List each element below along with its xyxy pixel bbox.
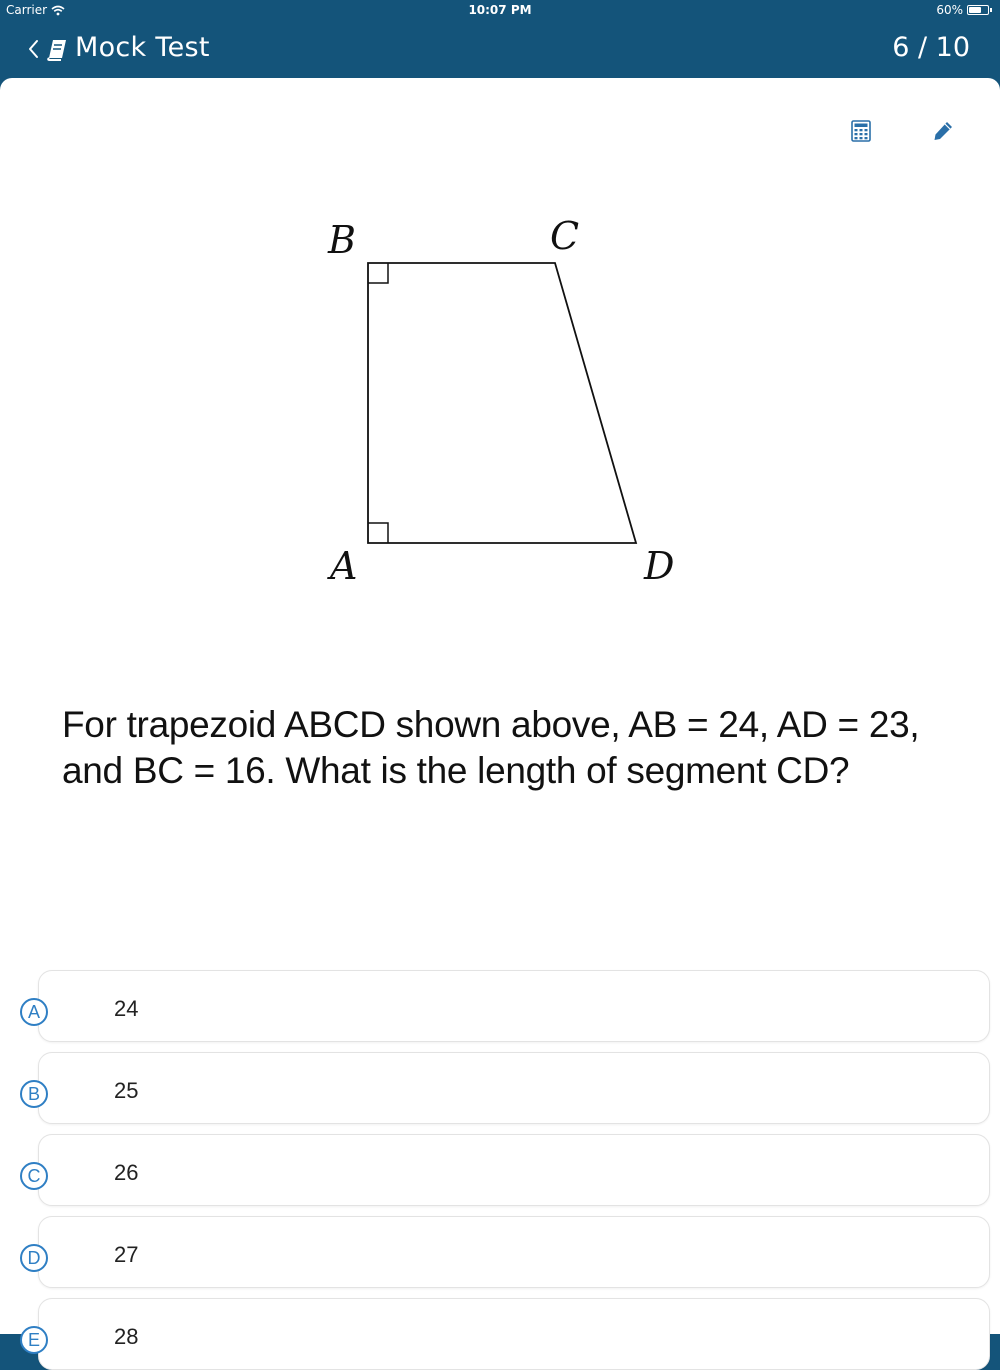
vertex-label-a: A: [330, 544, 358, 588]
choice-value: 27: [114, 1242, 139, 1267]
book-icon: [46, 38, 68, 62]
trapezoid-figure: [320, 208, 700, 598]
choice-value: 26: [114, 1160, 139, 1185]
pencil-icon[interactable]: [932, 120, 954, 142]
battery-icon: [967, 5, 989, 15]
vertex-label-c: C: [550, 214, 580, 258]
chevron-left-icon: [24, 34, 44, 64]
choice-value: 25: [114, 1078, 139, 1103]
question-progress: 6 / 10: [892, 32, 970, 63]
choice-value: 28: [114, 1324, 139, 1349]
trapezoid-diagram: [320, 208, 700, 598]
question-text: For trapezoid ABCD shown above, AB = 24, AD = 23, and BC = 16. What is the length of segment CD?: [62, 704, 920, 791]
page-title: Mock Test: [75, 32, 210, 63]
question-card: [0, 78, 1000, 1350]
answer-choice-d[interactable]: [38, 1216, 990, 1288]
status-battery: [936, 3, 992, 17]
choice-letter-a[interactable]: A: [20, 998, 48, 1026]
choice-value: 24: [114, 996, 139, 1021]
status-time: 10:07 PM: [468, 3, 532, 17]
vertex-label-b: B: [328, 218, 356, 262]
back-button[interactable]: [24, 34, 44, 64]
battery-percent: 60%: [936, 3, 963, 17]
answer-choice-c[interactable]: [38, 1134, 990, 1206]
choice-letter-b[interactable]: B: [20, 1080, 48, 1108]
choice-letter-c[interactable]: C: [20, 1162, 48, 1190]
nav-bar: [0, 22, 1000, 78]
choice-letter-e[interactable]: E: [20, 1326, 48, 1354]
status-bar: [0, 0, 1000, 22]
carrier-label: Carrier: [6, 3, 48, 17]
calculator-icon[interactable]: [850, 120, 872, 142]
choice-letter-d[interactable]: D: [20, 1244, 48, 1272]
answer-choice-a[interactable]: [38, 970, 990, 1042]
vertex-label-d: D: [644, 544, 675, 588]
answer-choice-e[interactable]: [38, 1298, 990, 1370]
answer-choice-b[interactable]: [38, 1052, 990, 1124]
